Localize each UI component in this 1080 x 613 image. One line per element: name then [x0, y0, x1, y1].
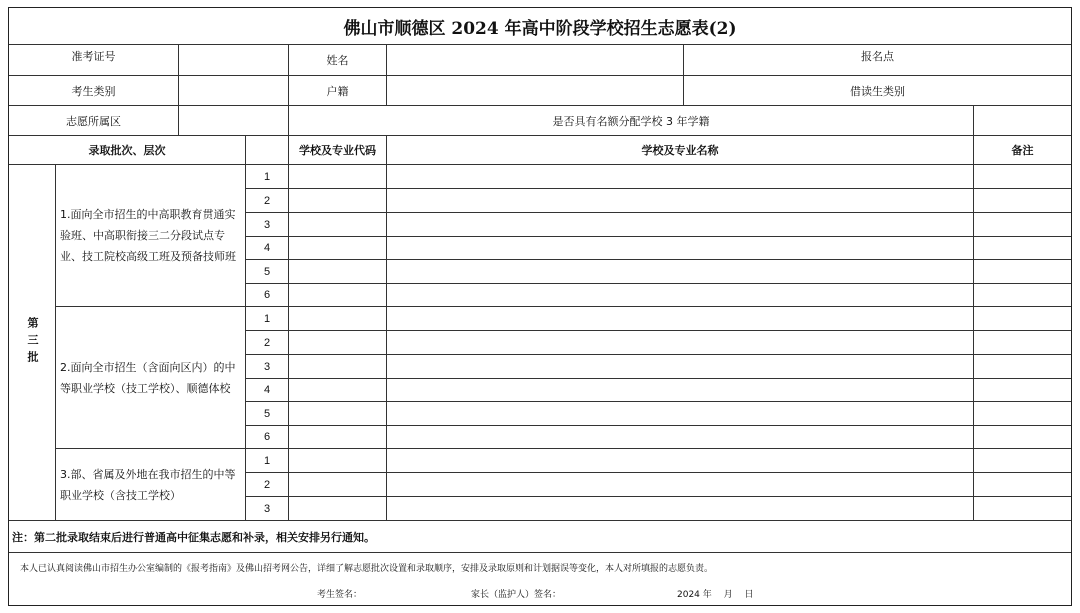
row-number: 2: [246, 189, 289, 213]
school-name-cell[interactable]: [387, 165, 974, 189]
student-category-field[interactable]: [179, 76, 289, 106]
code-cell[interactable]: [289, 260, 387, 284]
school-name-cell[interactable]: [387, 497, 974, 521]
note-text: 注：第二批录取结束后进行普通高中征集志愿和补录，相关安排另行通知。: [9, 521, 1071, 553]
form-title: 佛山市顺德区 2024 年高中阶段学校招生志愿表(2): [9, 8, 1071, 45]
remark-cell[interactable]: [974, 189, 1071, 213]
parent-signature-label: 家长（监护人）签名：: [471, 589, 562, 600]
row-number: 1: [246, 165, 289, 189]
household-label: 户籍: [289, 76, 387, 106]
district-field[interactable]: [179, 106, 289, 136]
code-cell[interactable]: [289, 402, 387, 426]
school-name-header: 学校及专业名称: [387, 136, 974, 165]
code-cell[interactable]: [289, 355, 387, 379]
code-cell[interactable]: [289, 213, 387, 237]
school-name-cell[interactable]: [387, 237, 974, 260]
remark-cell[interactable]: [974, 379, 1071, 402]
signup-point-label: 报名点: [684, 45, 1071, 76]
signature-row: [9, 581, 1071, 605]
code-cell[interactable]: [289, 331, 387, 355]
group-label-2: 2.面向全市招生（含面向区内）的中等职业学校（技工学校）、顺德体校: [56, 307, 246, 449]
declaration-text: 本人已认真阅读佛山市招生办公室编制的《报考指南》及佛山招考网公告，详细了解志愿批次设置和录取顺序，安排及录取原则和计划据误等变化，本人对所填报的志愿负责。: [20, 563, 714, 574]
school-name-cell[interactable]: [387, 379, 974, 402]
school-name-cell[interactable]: [387, 307, 974, 331]
student-category-label: 考生类别: [9, 76, 179, 106]
remark-cell[interactable]: [974, 165, 1071, 189]
row-number: 5: [246, 402, 289, 426]
school-name-cell[interactable]: [387, 402, 974, 426]
row-number: 4: [246, 379, 289, 402]
code-cell[interactable]: [289, 379, 387, 402]
code-cell[interactable]: [289, 165, 387, 189]
remark-cell[interactable]: [974, 284, 1071, 307]
school-name-cell[interactable]: [387, 473, 974, 497]
row-number: 1: [246, 449, 289, 473]
code-cell[interactable]: [289, 237, 387, 260]
row-number: 3: [246, 213, 289, 237]
code-cell[interactable]: [289, 473, 387, 497]
remark-header: 备注: [974, 136, 1071, 165]
row-number: 3: [246, 355, 289, 379]
name-field[interactable]: [387, 45, 684, 76]
remark-cell[interactable]: [974, 260, 1071, 284]
remark-cell[interactable]: [974, 213, 1071, 237]
remark-cell[interactable]: [974, 473, 1071, 497]
household-field[interactable]: [387, 76, 684, 106]
remark-cell[interactable]: [974, 402, 1071, 426]
code-cell[interactable]: [289, 497, 387, 521]
code-cell[interactable]: [289, 284, 387, 307]
application-form: [8, 7, 1072, 606]
code-cell[interactable]: [289, 449, 387, 473]
remark-cell[interactable]: [974, 307, 1071, 331]
row-number: 3: [246, 497, 289, 521]
student-signature-label: 考生签名：: [317, 589, 363, 600]
row-number: 6: [246, 284, 289, 307]
group-label-3: 3.部、省属及外地在我市招生的中等职业学校（含技工学校）: [56, 449, 246, 521]
date-label: 2024 年 月 日: [677, 589, 754, 600]
quota-field[interactable]: [974, 106, 1071, 136]
remark-cell[interactable]: [974, 497, 1071, 521]
batch-level-header: 录取批次、层次: [9, 136, 246, 165]
school-name-cell[interactable]: [387, 189, 974, 213]
remark-cell[interactable]: [974, 237, 1071, 260]
remark-cell[interactable]: [974, 449, 1071, 473]
batch-label: 第三批: [9, 165, 56, 521]
remark-cell[interactable]: [974, 355, 1071, 379]
row-number: 6: [246, 426, 289, 449]
row-number: 2: [246, 473, 289, 497]
school-name-cell[interactable]: [387, 284, 974, 307]
row-number: 2: [246, 331, 289, 355]
exam-number-field[interactable]: [179, 45, 289, 76]
row-number-header: [246, 136, 289, 165]
remark-cell[interactable]: [974, 331, 1071, 355]
row-number: 1: [246, 307, 289, 331]
code-header: 学校及专业代码: [289, 136, 387, 165]
school-name-cell[interactable]: [387, 213, 974, 237]
school-name-cell[interactable]: [387, 260, 974, 284]
row-number: 5: [246, 260, 289, 284]
school-name-cell[interactable]: [387, 355, 974, 379]
code-cell[interactable]: [289, 426, 387, 449]
code-cell[interactable]: [289, 307, 387, 331]
boarding-category-label: 借读生类别: [684, 76, 1071, 106]
remark-cell[interactable]: [974, 426, 1071, 449]
group-label-1: 1.面向全市招生的中高职教育贯通实验班、中高职衔接三二分段试点专业、技工院校高级工班及预备技师班: [56, 165, 246, 307]
school-name-cell[interactable]: [387, 426, 974, 449]
quota-label: 是否具有名额分配学校 3 年学籍: [289, 106, 974, 136]
school-name-cell[interactable]: [387, 449, 974, 473]
exam-number-label: 准考证号: [9, 45, 179, 76]
district-label: 志愿所属区: [9, 106, 179, 136]
code-cell[interactable]: [289, 189, 387, 213]
name-label: 姓名: [289, 45, 387, 76]
row-number: 4: [246, 237, 289, 260]
school-name-cell[interactable]: [387, 331, 974, 355]
